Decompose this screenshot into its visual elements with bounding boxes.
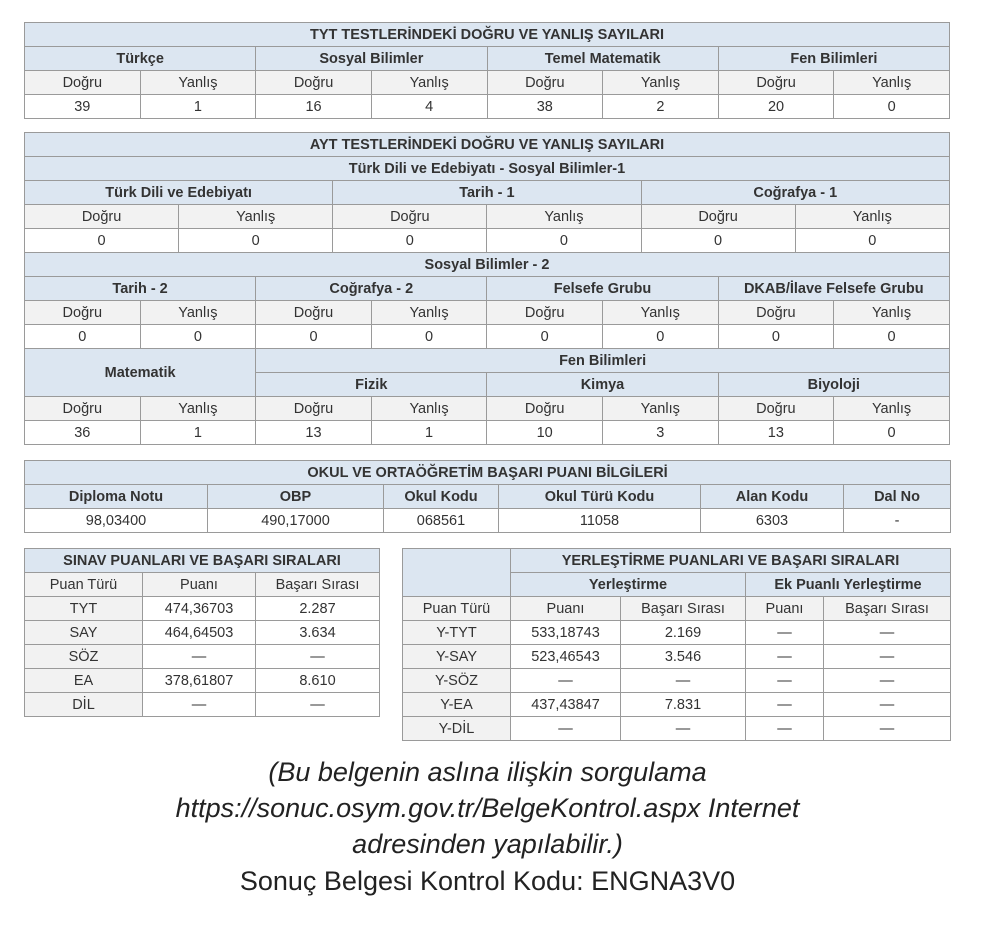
column-label: Yanlış <box>602 301 718 325</box>
subject-header: Coğrafya - 2 <box>256 277 487 301</box>
column-label: Doğru <box>25 397 141 421</box>
value-cell: 0 <box>718 325 834 349</box>
column-header: Alan Kodu <box>701 485 844 509</box>
table-row <box>25 229 950 253</box>
table-row <box>25 397 950 421</box>
row-label: Y-SÖZ <box>403 669 511 693</box>
value-cell: 98,03400 <box>25 509 208 533</box>
row-label: Y-DİL <box>403 717 511 741</box>
value-cell: 1 <box>371 421 487 445</box>
subject-header: Felsefe Grubu <box>487 277 718 301</box>
value-cell: — <box>824 693 951 717</box>
value-cell: 20 <box>718 95 834 119</box>
table-row <box>25 133 950 157</box>
footer-note-line1: (Bu belgenin aslına ilişkin sorgulama <box>268 757 707 787</box>
column-label: Yanlış <box>834 301 950 325</box>
value-cell: — <box>824 717 951 741</box>
value-cell: 8.610 <box>256 669 380 693</box>
table-row <box>25 597 380 621</box>
table-row <box>25 421 950 445</box>
column-header: Puan Türü <box>403 597 511 621</box>
column-label: Yanlış <box>179 205 333 229</box>
verification-url[interactable]: https://sonuc.osym.gov.tr/BelgeKontrol.aspx Internet <box>175 793 800 823</box>
value-cell: — <box>143 645 256 669</box>
value-cell: 0 <box>25 325 141 349</box>
subject-header: Sosyal Bilimler <box>256 47 487 71</box>
value-cell: 0 <box>602 325 718 349</box>
column-label: Doğru <box>487 301 603 325</box>
column-label: Yanlış <box>140 301 256 325</box>
row-label: EA <box>25 669 143 693</box>
value-cell: — <box>511 717 621 741</box>
table-row <box>25 253 950 277</box>
column-label: Yanlış <box>603 71 719 95</box>
table-row <box>403 717 951 741</box>
column-header: Puanı <box>143 573 256 597</box>
row-label: DİL <box>25 693 143 717</box>
value-cell: — <box>746 717 824 741</box>
column-label: Doğru <box>487 397 603 421</box>
column-header: Puan Türü <box>25 573 143 597</box>
group-title: Yerleştirme <box>511 573 746 597</box>
placement-scores-table <box>402 548 951 741</box>
column-header: Başarı Sırası <box>256 573 380 597</box>
table-row <box>25 461 951 485</box>
column-label: Doğru <box>641 205 795 229</box>
value-cell: — <box>143 693 256 717</box>
column-label: Yanlış <box>371 301 487 325</box>
row-label: SAY <box>25 621 143 645</box>
subject-header: Kimya <box>487 373 718 397</box>
value-cell: 533,18743 <box>511 621 621 645</box>
value-cell: 0 <box>179 229 333 253</box>
value-cell: 378,61807 <box>143 669 256 693</box>
subject-header: Biyoloji <box>718 373 949 397</box>
subject-header: Fen Bilimleri <box>718 47 949 71</box>
value-cell: 0 <box>834 95 950 119</box>
table-row <box>25 693 380 717</box>
column-label: Yanlış <box>834 71 950 95</box>
control-code: Sonuç Belgesi Kontrol Kodu: ENGNA3V0 <box>239 866 736 896</box>
value-cell: 3.634 <box>256 621 380 645</box>
value-cell: 2.287 <box>256 597 380 621</box>
subject-header: Temel Matematik <box>487 47 718 71</box>
column-label: Yanlış <box>602 397 718 421</box>
value-cell: 490,17000 <box>208 509 384 533</box>
value-cell: 0 <box>641 229 795 253</box>
value-cell: 3.546 <box>621 645 746 669</box>
column-label: Yanlış <box>140 397 256 421</box>
value-cell: 0 <box>834 325 950 349</box>
table-row <box>25 205 950 229</box>
value-cell: 13 <box>718 421 834 445</box>
subject-header: Türkçe <box>25 47 256 71</box>
value-cell: — <box>746 693 824 717</box>
value-cell: 1 <box>140 95 256 119</box>
ayt-results-table <box>24 132 950 445</box>
table-title: AYT TESTLERİNDEKİ DOĞRU VE YANLIŞ SAYILARI <box>25 133 950 157</box>
value-cell: 16 <box>256 95 372 119</box>
subject-header: Fizik <box>256 373 487 397</box>
value-cell: — <box>621 717 746 741</box>
value-cell: — <box>511 669 621 693</box>
subject-header: Tarih - 1 <box>333 181 641 205</box>
column-label: Yanlış <box>487 205 641 229</box>
value-cell: 0 <box>256 325 372 349</box>
column-label: Doğru <box>256 397 372 421</box>
row-label: TYT <box>25 597 143 621</box>
group-title: Sosyal Bilimler - 2 <box>25 253 950 277</box>
value-cell: 38 <box>487 95 603 119</box>
column-header: OBP <box>208 485 384 509</box>
column-header: Puanı <box>746 597 824 621</box>
table-row <box>25 23 950 47</box>
value-cell: — <box>824 621 951 645</box>
column-label: Doğru <box>718 397 834 421</box>
value-cell: 6303 <box>701 509 844 533</box>
value-cell: 11058 <box>499 509 701 533</box>
column-header: Diploma Notu <box>25 485 208 509</box>
subject-header: Tarih - 2 <box>25 277 256 301</box>
table-row <box>403 549 951 573</box>
value-cell: — <box>824 669 951 693</box>
table-row <box>403 645 951 669</box>
column-label: Doğru <box>25 71 141 95</box>
column-header: Dal No <box>844 485 951 509</box>
column-label: Doğru <box>718 301 834 325</box>
value-cell: 0 <box>371 325 487 349</box>
column-label: Yanlış <box>140 71 256 95</box>
value-cell: — <box>746 669 824 693</box>
group-title: Türk Dili ve Edebiyatı - Sosyal Bilimler-1 <box>25 157 950 181</box>
table-row <box>25 325 950 349</box>
column-label: Doğru <box>487 71 603 95</box>
value-cell: 0 <box>834 421 950 445</box>
value-cell: 0 <box>795 229 949 253</box>
table-row <box>403 669 951 693</box>
column-label: Doğru <box>25 301 141 325</box>
table-row <box>25 509 951 533</box>
table-row <box>25 573 380 597</box>
value-cell: 10 <box>487 421 603 445</box>
table-title: YERLEŞTİRME PUANLARI VE BAŞARI SIRALARI <box>511 549 951 573</box>
table-row <box>25 95 950 119</box>
tyt-results-table <box>24 22 950 119</box>
value-cell: 0 <box>487 229 641 253</box>
row-label: Y-EA <box>403 693 511 717</box>
value-cell: 3 <box>602 421 718 445</box>
column-header: Başarı Sırası <box>621 597 746 621</box>
value-cell: 0 <box>140 325 256 349</box>
table-row <box>25 181 950 205</box>
column-label: Doğru <box>25 205 179 229</box>
column-label: Doğru <box>718 71 834 95</box>
value-cell: 0 <box>487 325 603 349</box>
table-row <box>25 71 950 95</box>
value-cell: 36 <box>25 421 141 445</box>
table-row <box>25 157 950 181</box>
table-row <box>25 349 950 373</box>
table-row <box>403 621 951 645</box>
column-header: Puanı <box>511 597 621 621</box>
value-cell: 0 <box>25 229 179 253</box>
row-label: Y-TYT <box>403 621 511 645</box>
value-cell: 39 <box>25 95 141 119</box>
value-cell: — <box>746 621 824 645</box>
column-header: Okul Türü Kodu <box>499 485 701 509</box>
value-cell: 068561 <box>384 509 499 533</box>
table-row <box>25 277 950 301</box>
value-cell: — <box>256 645 380 669</box>
subject-header: DKAB/İlave Felsefe Grubu <box>718 277 949 301</box>
subject-header: Türk Dili ve Edebiyatı <box>25 181 333 205</box>
table-row <box>25 645 380 669</box>
table-row <box>403 693 951 717</box>
value-cell: 0 <box>333 229 487 253</box>
value-cell: 2.169 <box>621 621 746 645</box>
footer-note-line3: adresinden yapılabilir.) <box>352 829 623 859</box>
school-info-table <box>24 460 951 533</box>
row-label: Y-SAY <box>403 645 511 669</box>
value-cell: 1 <box>140 421 256 445</box>
value-cell: 464,64503 <box>143 621 256 645</box>
row-label: SÖZ <box>25 645 143 669</box>
column-label: Doğru <box>256 71 372 95</box>
value-cell: 523,46543 <box>511 645 621 669</box>
column-label: Doğru <box>333 205 487 229</box>
subject-header: Matematik <box>25 349 256 397</box>
value-cell: — <box>746 645 824 669</box>
column-header: Başarı Sırası <box>824 597 951 621</box>
table-row <box>25 301 950 325</box>
value-cell: 437,43847 <box>511 693 621 717</box>
column-label: Yanlış <box>371 397 487 421</box>
value-cell: — <box>824 645 951 669</box>
exam-scores-table <box>24 548 380 717</box>
value-cell: 7.831 <box>621 693 746 717</box>
value-cell: 4 <box>371 95 487 119</box>
column-header: Okul Kodu <box>384 485 499 509</box>
column-label: Doğru <box>256 301 372 325</box>
table-row <box>25 621 380 645</box>
value-cell: 13 <box>256 421 372 445</box>
table-row <box>25 669 380 693</box>
table-row <box>403 597 951 621</box>
value-cell: 2 <box>603 95 719 119</box>
group-title: Fen Bilimleri <box>256 349 950 373</box>
table-title: OKUL VE ORTAÖĞRETİM BAŞARI PUANI BİLGİLERİ <box>25 461 951 485</box>
column-label: Yanlış <box>834 397 950 421</box>
table-title: SINAV PUANLARI VE BAŞARI SIRALARI <box>25 549 380 573</box>
column-label: Yanlış <box>371 71 487 95</box>
header-blank <box>403 549 511 597</box>
group-title: Ek Puanlı Yerleştirme <box>746 573 951 597</box>
value-cell: — <box>621 669 746 693</box>
column-label: Yanlış <box>795 205 949 229</box>
table-row <box>25 47 950 71</box>
table-row <box>25 485 951 509</box>
value-cell: — <box>256 693 380 717</box>
subject-header: Coğrafya - 1 <box>641 181 950 205</box>
value-cell: 474,36703 <box>143 597 256 621</box>
table-title: TYT TESTLERİNDEKİ DOĞRU VE YANLIŞ SAYILARI <box>25 23 950 47</box>
value-cell: - <box>844 509 951 533</box>
